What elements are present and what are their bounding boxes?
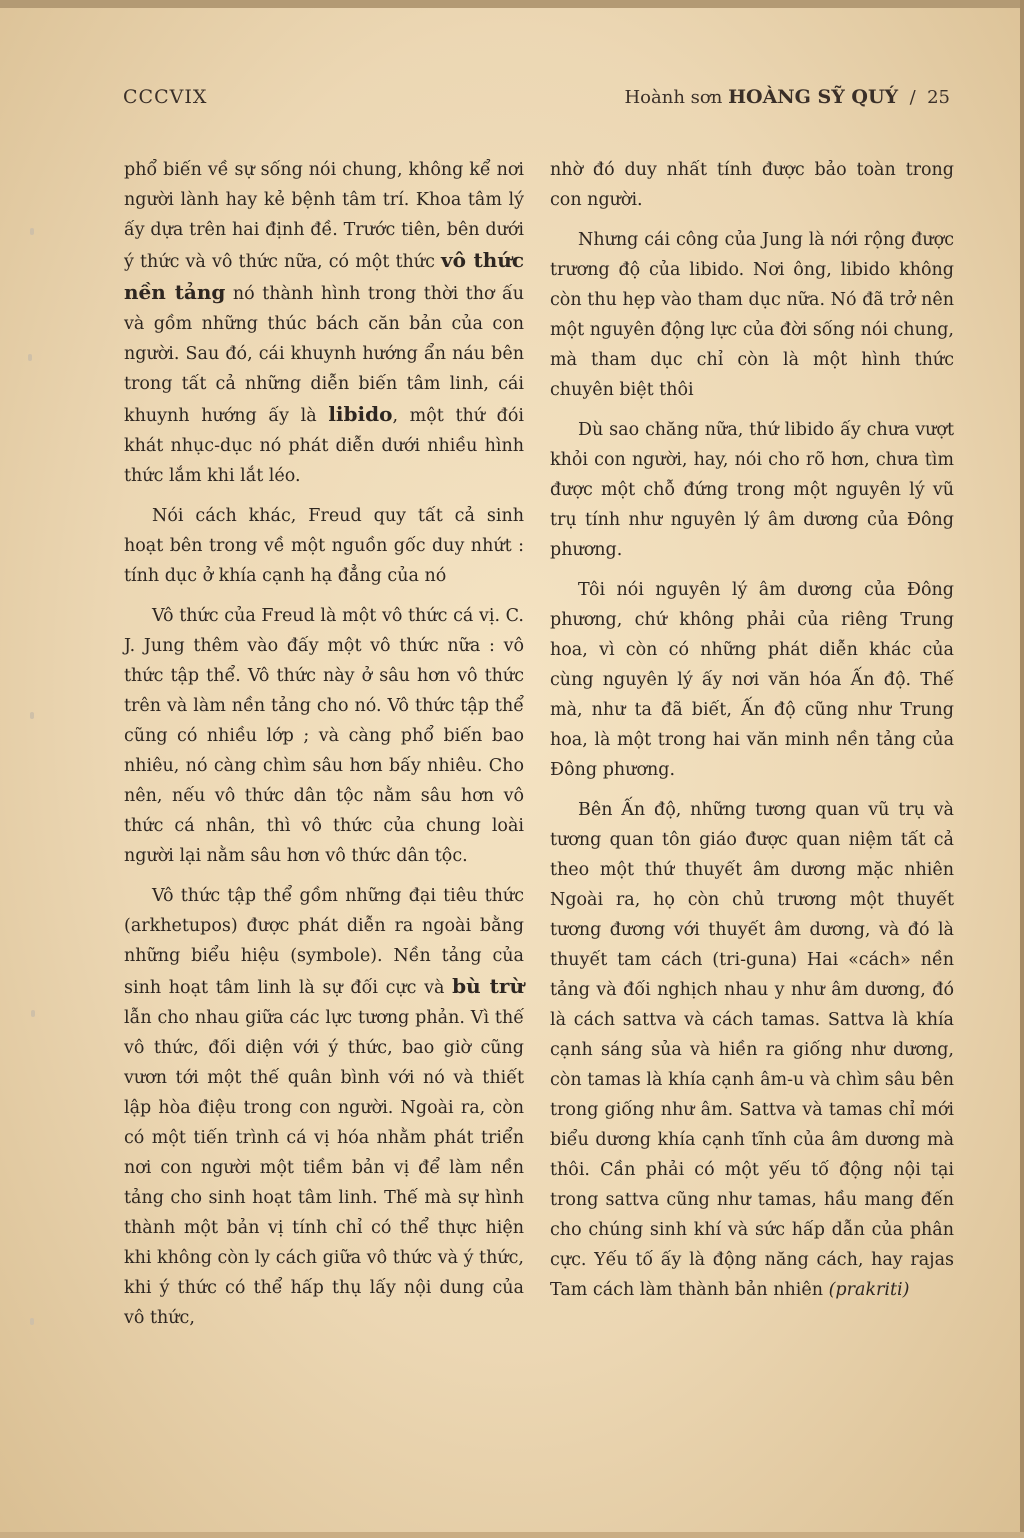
paragraph [550,795,954,1305]
paragraph: nhờ đó duy nhất tính được bảo toàn trong con người. [550,160,954,210]
paragraph: Nhưng cái công của Jung là nới rộng được trương độ của libido. Nơi ông, libido không còn thu hẹp vào tham dục nữa. Nó đã trở nên một nguyên động lực của đời sống nói chung, mà tham dục chỉ còn là một hình thức chuyên biệt thôi [550,230,954,400]
page-right-edge [1020,0,1024,1538]
text-run: lẫn cho nhau giữa các lực tương phản. Vì thế vô thức, đối diện với ý thức, bao giờ cũng vươn tới một thế quân bình với nó và thiết lập hòa điệu trong con người. Ngoài ra, còn có một tiến trình cá vị hóa nhằm phát triển nơi con người một tiềm bản vị để làm nền tảng cho sinh hoạt tâm linh. Thế mà sự hình thành một bản vị tính chỉ có thể thực hiện khi không còn ly cách giữa vô thức và ý thức, khi ý thức có thể hấp thụ lấy nội dung của vô thức, [124,1008,524,1328]
left-column [124,155,524,1343]
paragraph: Dù sao chăng nữa, thứ libido ấy chưa vượt khỏi con người, hay, nói cho rõ hơn, chưa tìm được một chỗ đứng trong một nguyên lý vũ trụ tính như nguyên lý âm dương của Đông phương. [550,420,954,560]
binding-hole [30,1318,34,1325]
header-separator: / [909,87,916,108]
emphasis-term: libido [328,402,393,426]
binding-hole [30,712,34,719]
binding-hole [28,354,32,361]
emphasis-term: bù trừ [452,974,524,998]
paragraph: Nói cách khác, Freud quy tất cả sinh hoạt bên trong về một nguồn gốc duy nhứt : tính dục ở khía cạnh hạ đẳng của nó [124,506,524,586]
text-run: nó thành hình trong thời thơ ấu và gồm những thúc bách căn bản của con người. Sau đó, cái khuynh hướng ẩn náu bên trong tất cả những diễn biến tâm linh, cái khuynh hướng ấy là [124,284,524,426]
running-head [624,86,950,108]
text-run: Vô thức tập thể gồm những đại tiêu thức (arkhetupos) được phát diễn ra ngoài bằng những biểu hiệu (symbole). Nền tảng của sinh hoạt tâm linh là sự đối cực và [124,886,524,998]
text-run: phổ biến về sự sống nói chung, không kể nơi người lành hay kẻ bệnh tâm trí. Khoa tâm lý ấy dựa trên hai định đề. Trước tiên, bên dưới ý thức và vô thức nữa, có một thức [124,160,524,272]
paragraph: Tôi nói nguyên lý âm dương của Đông phương, chứ không phải của riêng Trung hoa, vì còn có những phát diễn khác của cùng nguyên lý ấy nơi văn hóa Ấn độ. Thế mà, như ta đã biết, Ấn độ cũng như Trung hoa, là một trong hai văn minh nền tảng của Đông phương. [550,580,954,780]
issue-folio: CCCVIX [123,86,208,108]
binding-hole [30,228,34,235]
author-prefix: Hoành sơn [624,87,723,108]
binding-hole [31,1010,35,1017]
author-name: HOÀNG SỸ QUÝ [728,86,899,108]
paragraph: Vô thức của Freud là một vô thức cá vị. C. J. Jung thêm vào đấy một vô thức nữa : vô thức tập thể. Vô thức này ở sâu hơn vô thức trên và làm nền tảng cho nó. Vô thức tập thể cũng có nhiều lớp ; và càng phổ biến bao nhiêu, nó càng chìm sâu hơn bấy nhiêu. Cho nên, nếu vô thức dân tộc nằm sâu hơn vô thức cá nhân, thì vô thức của chung loài người lại nằm sâu hơn vô thức dân tộc. [124,606,524,866]
text-run: Bên Ấn độ, những tương quan vũ trụ và tương quan tôn giáo được quan niệm tất cả theo một thứ thuyết âm dương mặc nhiên Ngoài ra, họ còn chủ trương một thuyết tương đương với thuyết âm dương, và đó là thuyết tam cách (tri-guna) Hai «cách» nền tảng và đối nghịch nhau y như âm dương, đó là cách sattva và cách tamas. Sattva là khía cạnh sáng sủa và hiền ra giống như dương, còn tamas là khía cạnh âm-u và chìm sâu bên trong giống như âm. Sattva và tamas chỉ mới biểu dương khía cạnh tĩnh của âm dương mà thôi. Cần phải có một yếu tố động nội tại trong sattva cũng như tamas, hầu mang đến cho chúng sinh khí và sức hấp dẫn của phân cực. Yếu tố ấy là động năng cách, hay rajas Tam cách làm thành bản nhiên [550,800,954,1300]
page-number: 25 [927,87,950,108]
page-top-edge [0,0,1024,8]
page-bottom-edge [0,1532,1024,1538]
paragraph [124,155,524,491]
text-run: , một thứ đói khát nhục-dục nó phát diễn dưới nhiều hình thức lắm khi lắt léo. [124,406,524,486]
right-column [550,155,954,1315]
italic-term: (prakriti) [828,1280,910,1300]
emphasis-term: vô thức nền tảng [124,248,525,304]
page-header [0,86,1024,116]
paragraph [124,881,524,1333]
